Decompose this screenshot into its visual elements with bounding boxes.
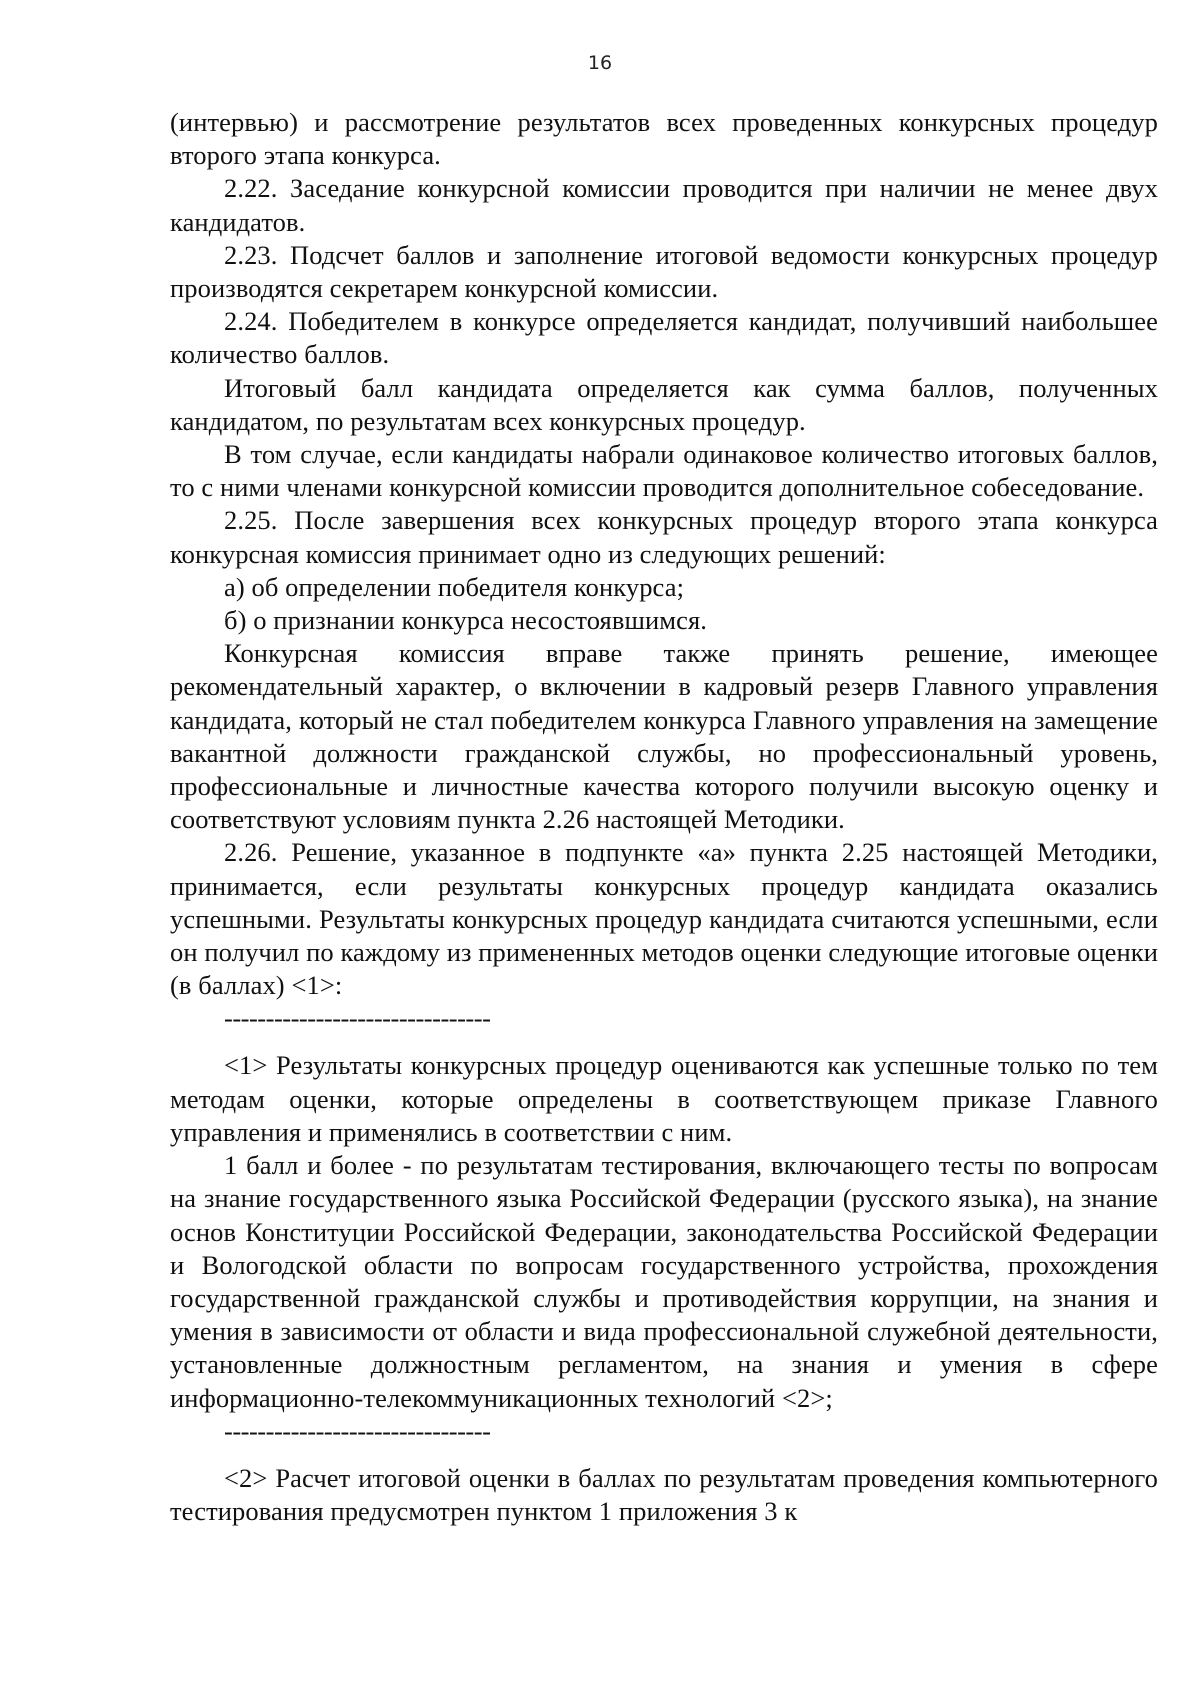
paragraph-testing-score: 1 балл и более - по результатам тестирования, включающего тесты по вопросам на знание государственного языка Российской Федерации (русского языка), на знание основ Конституции Российской Федерации, законодательства Российской Федерации и Вологодской области по вопросам государственного устройства, прохождения государственной гражданской службы и противодействия коррупции, на знания и умения в зависимости от области и вида профессиональной служебной деятельности, установленные должностным регламентом, на знания и умения в сфере информационно-телекоммуникационных технологий <2>; bbox=[170, 1150, 1158, 1413]
paragraph-final-score: Итоговый балл кандидата определяется как сумма баллов, полученных кандидатом, по результатам всех конкурсных процедур. bbox=[170, 372, 1158, 436]
footnote-gap-1 bbox=[170, 1035, 1158, 1049]
footnote-gap-2 bbox=[170, 1448, 1158, 1462]
footnote-1: <1> Результаты конкурсных процедур оцениваются как успешные только по тем методам оценки, которые определены в соответствующем приказе Главного управления и применялись в соответствии с ним. bbox=[170, 1050, 1158, 1147]
paragraph-tie-break: В том случае, если кандидаты набрали одинаковое количество итоговых баллов, то с ними членами конкурсной комиссии проводится дополнительное собеседование. bbox=[170, 439, 1158, 503]
paragraph-2-26: 2.26. Решение, указанное в подпункте «а» пункта 2.25 настоящей Методики, принимается, если результаты конкурсных процедур кандидата оказались успешными. Результаты конкурсных процедур кандидата считаются успешными, если он получил по каждому из примененных методов оценки следующие итоговые оценки (в баллах) <1>: bbox=[170, 837, 1158, 1001]
paragraph-2-25: 2.25. После завершения всех конкурсных процедур второго этапа конкурса конкурсная комиссия принимает одно из следующих решений: bbox=[170, 505, 1158, 569]
paragraph-interview-continuation: (интервью) и рассмотрение результатов всех проведенных конкурсных процедур второго этапа конкурса. bbox=[170, 107, 1158, 171]
paragraph-2-22: 2.22. Заседание конкурсной комиссии проводится при наличии не менее двух кандидатов. bbox=[170, 173, 1158, 237]
footnote-separator-2: -------------------------------- bbox=[224, 1415, 491, 1446]
paragraph-reserve-decision: Конкурсная комиссия вправе также принять решение, имеющее рекомендательный характер, о включении в кадровый резерв Главного управления кандидата, который не стал победителем конкурса Главного управления на замещение вакантной должности гражданской службы, но профессиональный уровень, профессиональные и личностные качества которого получили высокую оценку и соответствуют условиям пункта 2.26 настоящей Методики. bbox=[170, 638, 1158, 835]
footnote-2: <2> Расчет итоговой оценки в баллах по результатам проведения компьютерного тестирования предусмотрен пунктом 1 приложения 3 к bbox=[170, 1462, 1158, 1526]
list-item-a: а) об определении победителя конкурса; bbox=[224, 571, 685, 602]
paragraph-2-23: 2.23. Подсчет баллов и заполнение итоговой ведомости конкурсных процедур производятся секретарем конкурсной комиссии. bbox=[170, 239, 1158, 304]
document-body bbox=[170, 106, 1158, 1528]
footnote-separator-1: -------------------------------- bbox=[224, 1003, 491, 1034]
page-number: 16 bbox=[587, 52, 613, 74]
list-item-b: б) о признании конкурса несостоявшимся. bbox=[224, 605, 707, 636]
paragraph-2-24: 2.24. Победителем в конкурсе определяется кандидат, получивший наибольшее количество баллов. bbox=[170, 306, 1158, 370]
